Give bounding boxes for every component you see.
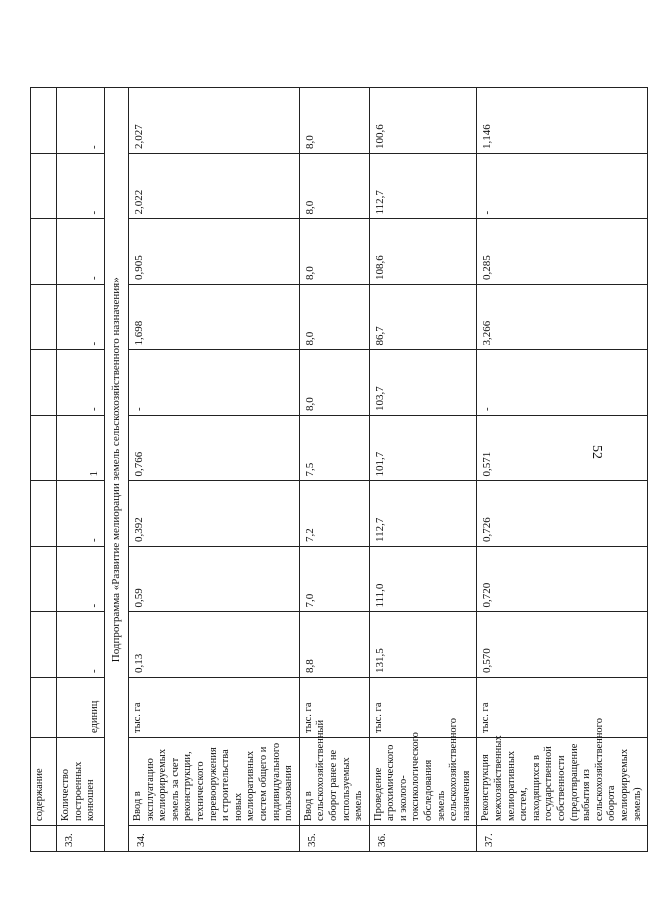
table-row	[369, 88, 477, 852]
value-cell: 100,6	[369, 88, 477, 154]
value-cell: 7,5	[299, 416, 369, 482]
value-cell: 0,726	[477, 481, 648, 547]
indicator-name: Проведение агрохимического и эколого-токсикологического обследования земель сельскохозяйственного назначения	[369, 738, 477, 826]
value-cell: 0,570	[477, 612, 648, 678]
value-cell: 2,022	[129, 154, 300, 220]
value-cell: 112,7	[369, 154, 477, 220]
value-cell: 8,0	[299, 350, 369, 416]
table-row	[129, 88, 300, 852]
value-cell: 1,146	[477, 88, 648, 154]
table-row	[57, 88, 105, 852]
value-cell: -	[477, 154, 648, 220]
value-cell: 8,0	[299, 88, 369, 154]
value-cell: 0,285	[477, 219, 648, 285]
value-cell: 8,0	[299, 285, 369, 351]
row-number: 37.	[477, 826, 648, 852]
table-row-subprogram	[105, 88, 129, 852]
value-cell: 0,905	[129, 219, 300, 285]
indicator-name: Ввод в эксплуатацию мелиорируемых земель за счет реконструкции, технического перевооружения и строительства новых мелиоративных систем общего и индивидуального пользования	[129, 738, 300, 826]
value-cell: 3,266	[477, 285, 648, 351]
indicator-name: Количество построенных конюшен	[57, 738, 105, 826]
value-cell: 1	[57, 416, 105, 482]
value-cell: 7,0	[299, 547, 369, 613]
value-cell: -	[477, 350, 648, 416]
value-cell: 103,7	[369, 350, 477, 416]
value-cell: -	[57, 547, 105, 613]
value-cell: 1,698	[129, 285, 300, 351]
unit-cell: тыс. га	[369, 678, 477, 738]
value-cell: -	[57, 88, 105, 154]
page-number: 52	[589, 445, 604, 459]
value-cell: 2,027	[129, 88, 300, 154]
value-cell: -	[57, 350, 105, 416]
value-cell: -	[57, 154, 105, 220]
value-cell: 0,13	[129, 612, 300, 678]
unit-cell: единиц	[57, 678, 105, 738]
rotated-table-container	[30, 88, 643, 852]
table-row	[299, 88, 369, 852]
indicators-table	[30, 88, 648, 853]
header-cell-num	[31, 826, 57, 852]
value-cell: 86,7	[369, 285, 477, 351]
value-cell: 7,2	[299, 481, 369, 547]
row-number: 36.	[369, 826, 477, 852]
value-cell: -	[129, 350, 300, 416]
unit-cell: тыс. га	[477, 678, 648, 738]
value-cell: 101,7	[369, 416, 477, 482]
value-cell: 0,571	[477, 416, 648, 482]
indicator-name: Реконструкция межхозяйственных мелиоративных систем, находящихся в государственной собственности (предотвращение выбытия из сельскохозяйственного оборота мелиорируемых земель)	[477, 738, 648, 826]
row-number: 33.	[57, 826, 105, 852]
value-cell: 0,392	[129, 481, 300, 547]
value-cell: 108,6	[369, 219, 477, 285]
table-row-header-continuation	[31, 88, 57, 852]
table-row	[477, 88, 648, 852]
value-cell: 8,0	[299, 154, 369, 220]
unit-cell: тыс. га	[129, 678, 300, 738]
value-cell: 0,59	[129, 547, 300, 613]
value-cell: -	[57, 481, 105, 547]
header-cell-content: содержание	[31, 738, 57, 826]
header-cell-unit	[31, 678, 57, 738]
value-cell: -	[57, 219, 105, 285]
value-cell: 0,766	[129, 416, 300, 482]
value-cell: 8,8	[299, 612, 369, 678]
value-cell: -	[57, 612, 105, 678]
value-cell: 111,0	[369, 547, 477, 613]
subprogram-title: Подпрограмма «Развитие мелиорации земель сельскохозяйственного назначения»	[105, 88, 129, 852]
row-number: 34.	[129, 826, 300, 852]
indicator-name: Ввод в сельскохозяйственный оборот ранее не используемых земель	[299, 738, 369, 826]
value-cell: -	[57, 285, 105, 351]
value-cell: 112,7	[369, 481, 477, 547]
table-viewport	[30, 88, 643, 852]
unit-cell: тыс. га	[299, 678, 369, 738]
row-number: 35.	[299, 826, 369, 852]
value-cell: 0,720	[477, 547, 648, 613]
value-cell: 8,0	[299, 219, 369, 285]
value-cell: 131,5	[369, 612, 477, 678]
